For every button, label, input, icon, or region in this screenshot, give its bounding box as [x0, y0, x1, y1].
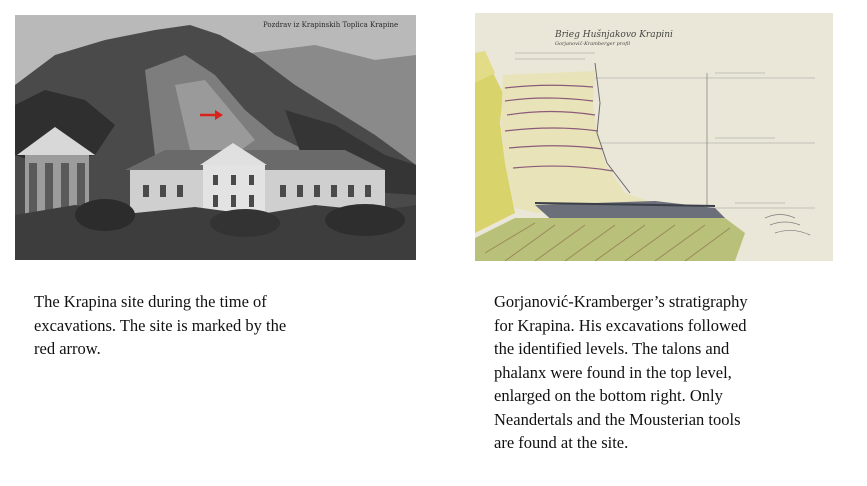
krapina-site-photo: [15, 15, 416, 260]
stratigraphy-drawing: [475, 13, 833, 261]
caption-right-line: enlarged on the bottom right. Only: [494, 386, 723, 405]
caption-left-line: excavations. The site is marked by the: [34, 315, 287, 335]
drawing-subtitle: Gorjanović-Kramberger profil: [555, 41, 631, 47]
drawing-title: Brieg Hušnjakovo Krapini: [555, 30, 673, 40]
caption-right-line: the identified levels. The talons and: [494, 339, 730, 358]
postcard-caption: Pozdrav iz Krapinskih Toplica Krapine: [263, 21, 399, 29]
drawing-illustration: [475, 13, 833, 261]
caption-right-line: Gorjanović-Kramberger’s stratigraphy: [494, 292, 748, 311]
caption-right-line: for Krapina. His excavations followed: [494, 315, 747, 335]
photo-illustration: [15, 15, 416, 260]
caption-left-line: The Krapina site during the time of: [34, 292, 267, 311]
caption-left-line: red arrow.: [34, 339, 101, 358]
caption-left: [34, 290, 364, 361]
caption-right-line: phalanx were found in the top level,: [494, 362, 732, 382]
caption-right-line: are found at the site.: [494, 433, 629, 452]
caption-right: [494, 290, 834, 455]
caption-right-line: Neandertals and the Mousterian tools: [494, 409, 741, 429]
